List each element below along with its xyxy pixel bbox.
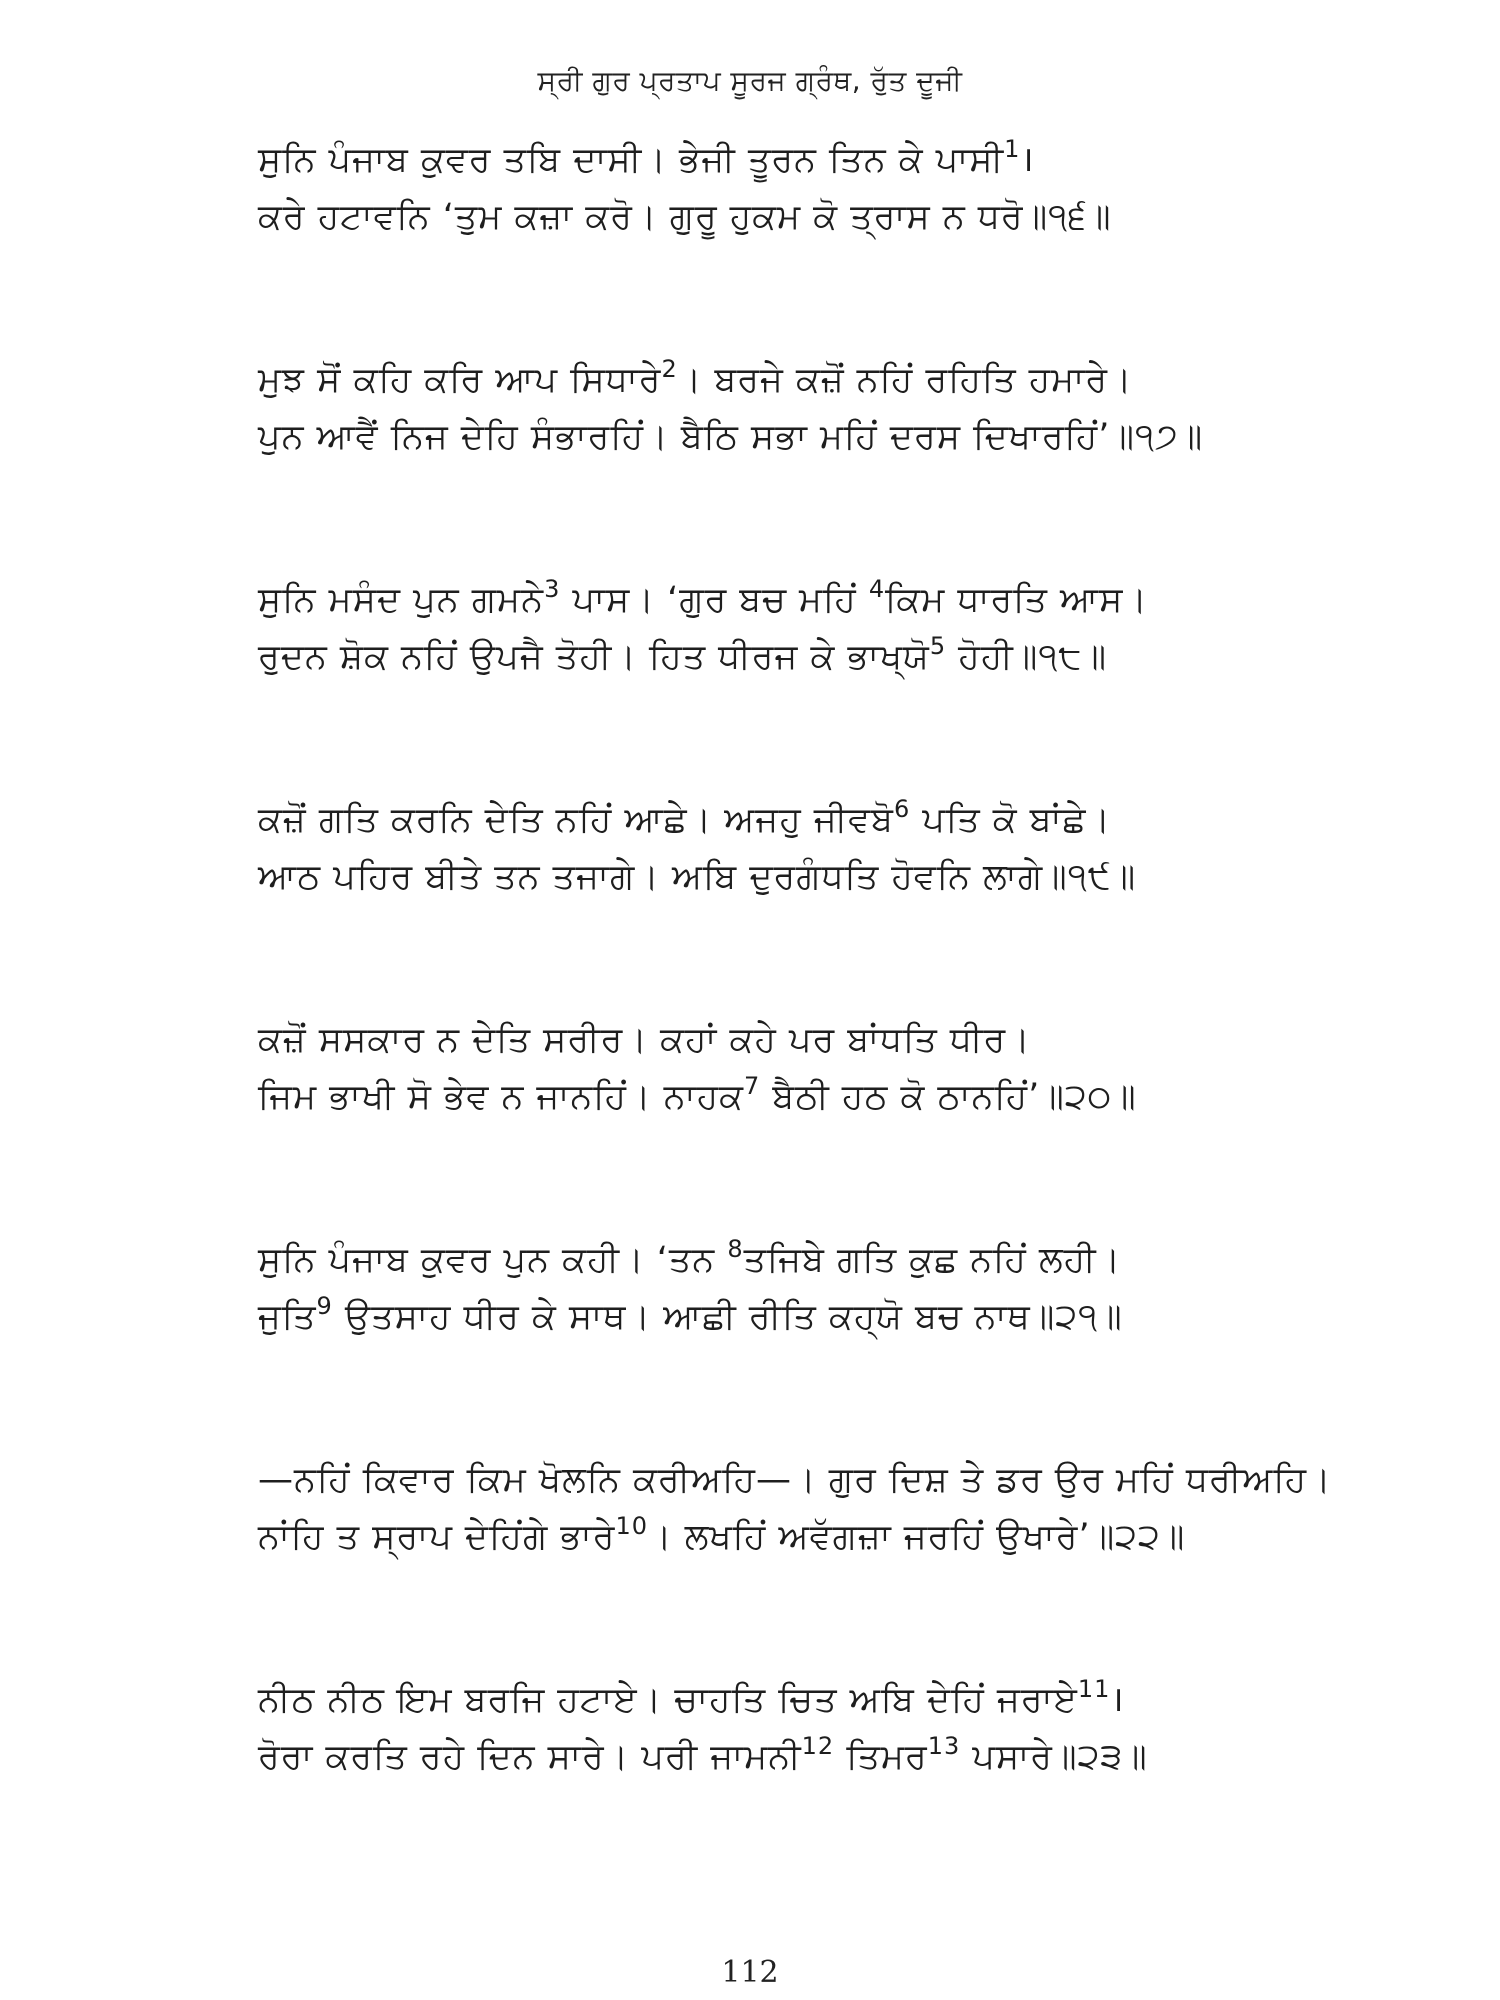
verse-line: ਮੁਝ ਸੋਂ ਕਹਿ ਕਰਿ ਆਪ ਸਿਧਾਰੇ$^2$। ਬਰਜੇ ਕਜ਼ੋਂ ਨਹਿਂ ਰਹਿਤਿ ਹਮਾਰੇ। [258,355,1133,400]
verse-line: ਨੀਠ ਨੀਠ ਇਮ ਬਰਜਿ ਹਟਾਏ। ਚਾਹਤਿ ਚਿਤ ਅਬਿ ਦੇਹਿਂ ਜਰਾਏ$^{11}$। [258,1675,1125,1720]
stanza-20 [258,1012,1408,1126]
footnote-ref: 13 [927,1732,961,1760]
verse-line: —ਨਹਿਂ ਕਿਵਾਰ ਕਿਮ ਖੋਲਨਿ ਕਰੀਅਹਿ—। ਗੁਰ ਦਿਸ਼ ਤੇ ਡਰ ਉਰ ਮਹਿਂ ਧਰੀਅਹਿ। [258,1460,1332,1500]
footnote-ref: 10 [615,1512,649,1540]
stanza-18 [258,572,1408,686]
stanza-17 [258,352,1408,466]
footnote-ref: 6 [894,795,911,823]
verse-line: ਜੁਤਿ$^9$ ਉਤਸਾਹ ਧੀਰ ਕੇ ਸਾਥ। ਆਛੀ ਰੀਤਿ ਕਹ੍ਯੋ ਬਚ ਨਾਥ॥੨੧॥ [258,1292,1123,1337]
verse-line: ਆਠ ਪਹਿਰ ਬੀਤੇ ਤਨ ਤਜਾਗੇ। ਅਬਿ ਦੁਰਗੰਧਤਿ ਹੋਵਨਿ ਲਾਗੇ॥੧੯॥ [258,857,1137,897]
verse-line: ਜਿਮ ਭਾਖੀ ਸੋ ਭੇਵ ਨ ਜਾਨਹਿਂ। ਨਾਹਕ$^7$ ਬੈਠੀ ਹਠ ਕੋ ਠਾਨਹਿਂ’॥੨੦॥ [258,1072,1137,1117]
verse-line: ਕਜ਼ੋਂ ਸਸਕਾਰ ਨ ਦੇਤਿ ਸਰੀਰ। ਕਹਾਂ ਕਹੇ ਪਰ ਬਾਂਧਤਿ ਧੀਰ। [258,1020,1031,1060]
stanza-22 [258,1452,1408,1566]
verse-line: ਰੋਰਾ ਕਰਤਿ ਰਹੇ ਦਿਨ ਸਾਰੇ। ਪਰੀ ਜਾਮਨੀ$^{12}$ ਤਿਮਰ$^{13}$ ਪਸਾਰੇ॥੨੩॥ [258,1732,1148,1777]
verse-block [258,132,1408,1892]
running-header: ਸ੍ਰੀ ਗੁਰ ਪ੍ਰਤਾਪ ਸੂਰਜ ਗ੍ਰੰਥ, ਰੁੱਤ ਦੂਜੀ [537,64,963,97]
footnote-ref: 1 [1004,135,1021,163]
footnote-ref: 5 [929,632,947,660]
footnote-ref: 7 [743,1072,761,1100]
footnote-ref: 8 [727,1235,744,1263]
verse-line: ਕਰੇ ਹਟਾਵਨਿ ‘ਤੁਮ ਕਜ਼ਾ ਕਰੋ। ਗੁਰੂ ਹੁਕਮ ਕੋ ਤ੍ਰਾਸ ਨ ਧਰੋ॥੧੬॥ [258,197,1112,237]
verse-line: ਨਾਂਹਿ ਤ ਸ੍ਰਾਪ ਦੇਹਿਂਗੇ ਭਾਰੇ$^{10}$। ਲਖਹਿਂ ਅਵੱਗਜ਼ਾ ਜਰਹਿਂ ਉਖਾਰੇ’॥੨੨॥ [258,1512,1186,1557]
stanza-23 [258,1672,1408,1786]
stanza-21 [258,1232,1408,1346]
footnote-ref: 4 [868,575,886,603]
verse-line: ਕਜ਼ੋਂ ਗਤਿ ਕਰਨਿ ਦੇਤਿ ਨਹਿਂ ਆਛੇ। ਅਜਹੁ ਜੀਵਬੋ$^6$ ਪਤਿ ਕੋ ਬਾਂਛੇ। [258,795,1112,840]
verse-line: ਸੁਨਿ ਪੰਜਾਬ ਕੁਵਰ ਪੁਨ ਕਹੀ। ‘ਤਨ $^8$ਤਜਿਬੇ ਗਤਿ ਕੁਛ ਨਹਿਂ ਲਹੀ। [258,1235,1122,1280]
stanza-19 [258,792,1408,906]
footnote-ref: 9 [316,1292,333,1320]
footnote-ref: 3 [544,575,561,603]
verse-line: ਸੁਨਿ ਪੰਜਾਬ ਕੁਵਰ ਤਬਿ ਦਾਸੀ। ਭੇਜੀ ਤੂਰਨ ਤਿਨ ਕੇ ਪਾਸੀ$^1$। [258,135,1035,180]
verse-line: ਸੁਨਿ ਮਸੰਦ ਪੁਨ ਗਮਨੇ$^3$ ਪਾਸ। ‘ਗੁਰ ਬਚ ਮਹਿਂ $^4$ਕਿਮ ਧਾਰਤਿ ਆਸ। [258,575,1148,620]
page-number: 112 [721,1955,779,1990]
stanza-16 [258,132,1408,246]
verse-line: ਰੁਦਨ ਸ਼ੋਕ ਨਹਿਂ ਉਪਜੈ ਤੋਹੀ। ਹਿਤ ਧੀਰਜ ਕੇ ਭਾਖ੍ਯੋ$^5$ ਹੋਹੀ॥੧੮॥ [258,632,1108,677]
verse-line: ਪੁਨ ਆਵੈਂ ਨਿਜ ਦੇਹਿ ਸੰਭਾਰਹਿਂ। ਬੈਠਿ ਸਭਾ ਮਹਿਂ ਦਰਸ ਦਿਖਾਰਹਿਂ’॥੧੭॥ [258,417,1204,457]
footnote-ref: 12 [801,1732,835,1760]
footnote-ref: 2 [661,355,678,383]
footnote-ref: 11 [1077,1675,1111,1703]
